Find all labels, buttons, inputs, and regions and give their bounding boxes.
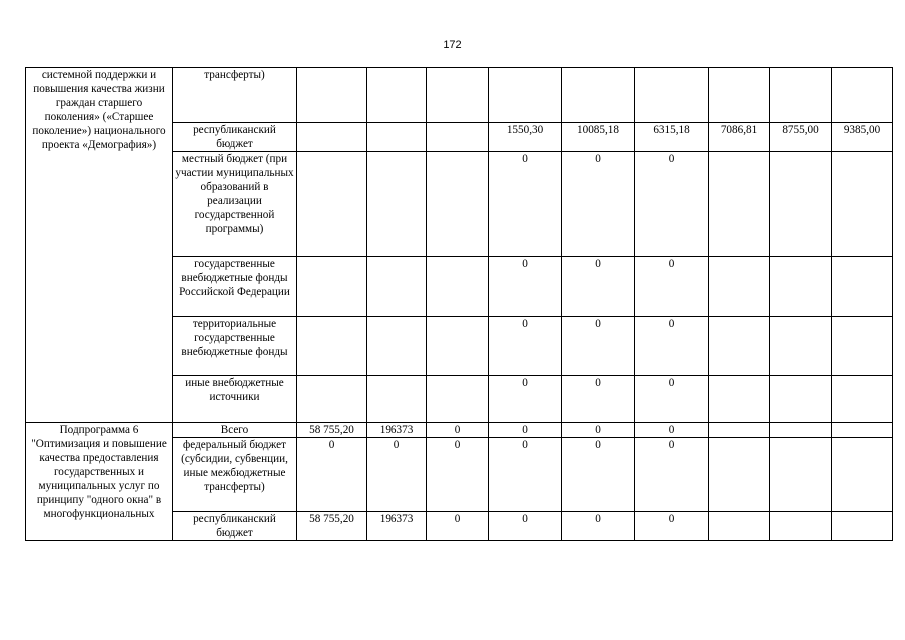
value-cell: 0	[635, 438, 709, 512]
value-cell	[832, 317, 893, 376]
value-cell: 0	[635, 423, 709, 438]
value-cell	[709, 438, 770, 512]
value-cell	[770, 438, 832, 512]
value-cell: 0	[562, 152, 635, 257]
value-cell: 0	[562, 257, 635, 317]
value-cell	[832, 438, 893, 512]
value-cell	[427, 257, 489, 317]
value-cell: 0	[635, 257, 709, 317]
value-cell	[367, 68, 427, 123]
value-cell: 0	[635, 317, 709, 376]
value-cell	[709, 152, 770, 257]
table-row	[26, 423, 893, 438]
value-cell	[562, 68, 635, 123]
value-cell	[297, 317, 367, 376]
value-cell	[367, 257, 427, 317]
value-cell	[832, 512, 893, 541]
value-cell: 8755,00	[770, 123, 832, 152]
value-cell: 10085,18	[562, 123, 635, 152]
value-cell	[427, 68, 489, 123]
value-cell: 0	[635, 376, 709, 423]
value-cell	[367, 317, 427, 376]
funding-source-cell: иные внебюджетные источники	[173, 376, 297, 423]
funding-source-cell: государственные внебюджетные фонды Российской Федерации	[173, 257, 297, 317]
value-cell: 0	[427, 423, 489, 438]
value-cell: 0	[489, 257, 562, 317]
value-cell	[367, 152, 427, 257]
value-cell: 0	[489, 438, 562, 512]
value-cell	[489, 68, 562, 123]
program-name-cell: системной поддержки и повышения качества жизни граждан старшего поколения» («Старшее поколение») национального проекта «Демография»)	[26, 68, 173, 423]
value-cell	[709, 423, 770, 438]
value-cell: 0	[297, 438, 367, 512]
value-cell: 58 755,20	[297, 512, 367, 541]
value-cell	[367, 123, 427, 152]
funding-source-cell: территориальные государственные внебюджетные фонды	[173, 317, 297, 376]
value-cell	[297, 257, 367, 317]
value-cell	[770, 152, 832, 257]
value-cell: 6315,18	[635, 123, 709, 152]
value-cell: 1550,30	[489, 123, 562, 152]
value-cell	[709, 317, 770, 376]
value-cell	[709, 512, 770, 541]
value-cell: 0	[489, 423, 562, 438]
funding-source-cell: федеральный бюджет (субсидии, субвенции, иные межбюджетные трансферты)	[173, 438, 297, 512]
value-cell: 0	[489, 152, 562, 257]
value-cell	[832, 376, 893, 423]
value-cell: 0	[427, 438, 489, 512]
value-cell: 0	[562, 438, 635, 512]
value-cell	[832, 257, 893, 317]
value-cell	[427, 152, 489, 257]
funding-source-cell: местный бюджет (при участии муниципальных образований в реализации государственной программы)	[173, 152, 297, 257]
value-cell	[770, 423, 832, 438]
value-cell	[709, 68, 770, 123]
value-cell: 0	[562, 512, 635, 541]
value-cell	[709, 257, 770, 317]
value-cell	[770, 376, 832, 423]
value-cell	[297, 123, 367, 152]
value-cell	[709, 376, 770, 423]
budget-table	[25, 67, 893, 541]
value-cell	[297, 376, 367, 423]
value-cell: 0	[489, 512, 562, 541]
value-cell	[297, 152, 367, 257]
value-cell	[427, 123, 489, 152]
value-cell: 0	[367, 438, 427, 512]
funding-source-cell: Всего	[173, 423, 297, 438]
subprogram-name-cell: Подпрограмма 6 "Оптимизация и повышение качества предоставления государственных и муниципальных услуг по принципу "одного окна" в многофункциональных	[26, 423, 173, 541]
value-cell	[297, 68, 367, 123]
value-cell: 196373	[367, 423, 427, 438]
value-cell: 0	[562, 376, 635, 423]
value-cell	[770, 68, 832, 123]
value-cell: 0	[489, 376, 562, 423]
value-cell	[635, 68, 709, 123]
value-cell: 0	[562, 423, 635, 438]
value-cell	[427, 317, 489, 376]
value-cell: 58 755,20	[297, 423, 367, 438]
funding-source-cell: трансферты)	[173, 68, 297, 123]
value-cell: 0	[562, 317, 635, 376]
value-cell	[770, 257, 832, 317]
table-row	[26, 68, 893, 123]
value-cell: 196373	[367, 512, 427, 541]
value-cell: 9385,00	[832, 123, 893, 152]
value-cell	[427, 376, 489, 423]
value-cell	[770, 317, 832, 376]
funding-source-cell: республиканский бюджет	[173, 512, 297, 541]
value-cell: 0	[427, 512, 489, 541]
value-cell: 7086,81	[709, 123, 770, 152]
funding-source-cell: республиканский бюджет	[173, 123, 297, 152]
value-cell	[832, 68, 893, 123]
value-cell: 0	[489, 317, 562, 376]
value-cell	[367, 376, 427, 423]
value-cell	[770, 512, 832, 541]
value-cell: 0	[635, 152, 709, 257]
value-cell	[832, 423, 893, 438]
value-cell	[832, 152, 893, 257]
page-number: 172	[443, 39, 462, 51]
value-cell: 0	[635, 512, 709, 541]
